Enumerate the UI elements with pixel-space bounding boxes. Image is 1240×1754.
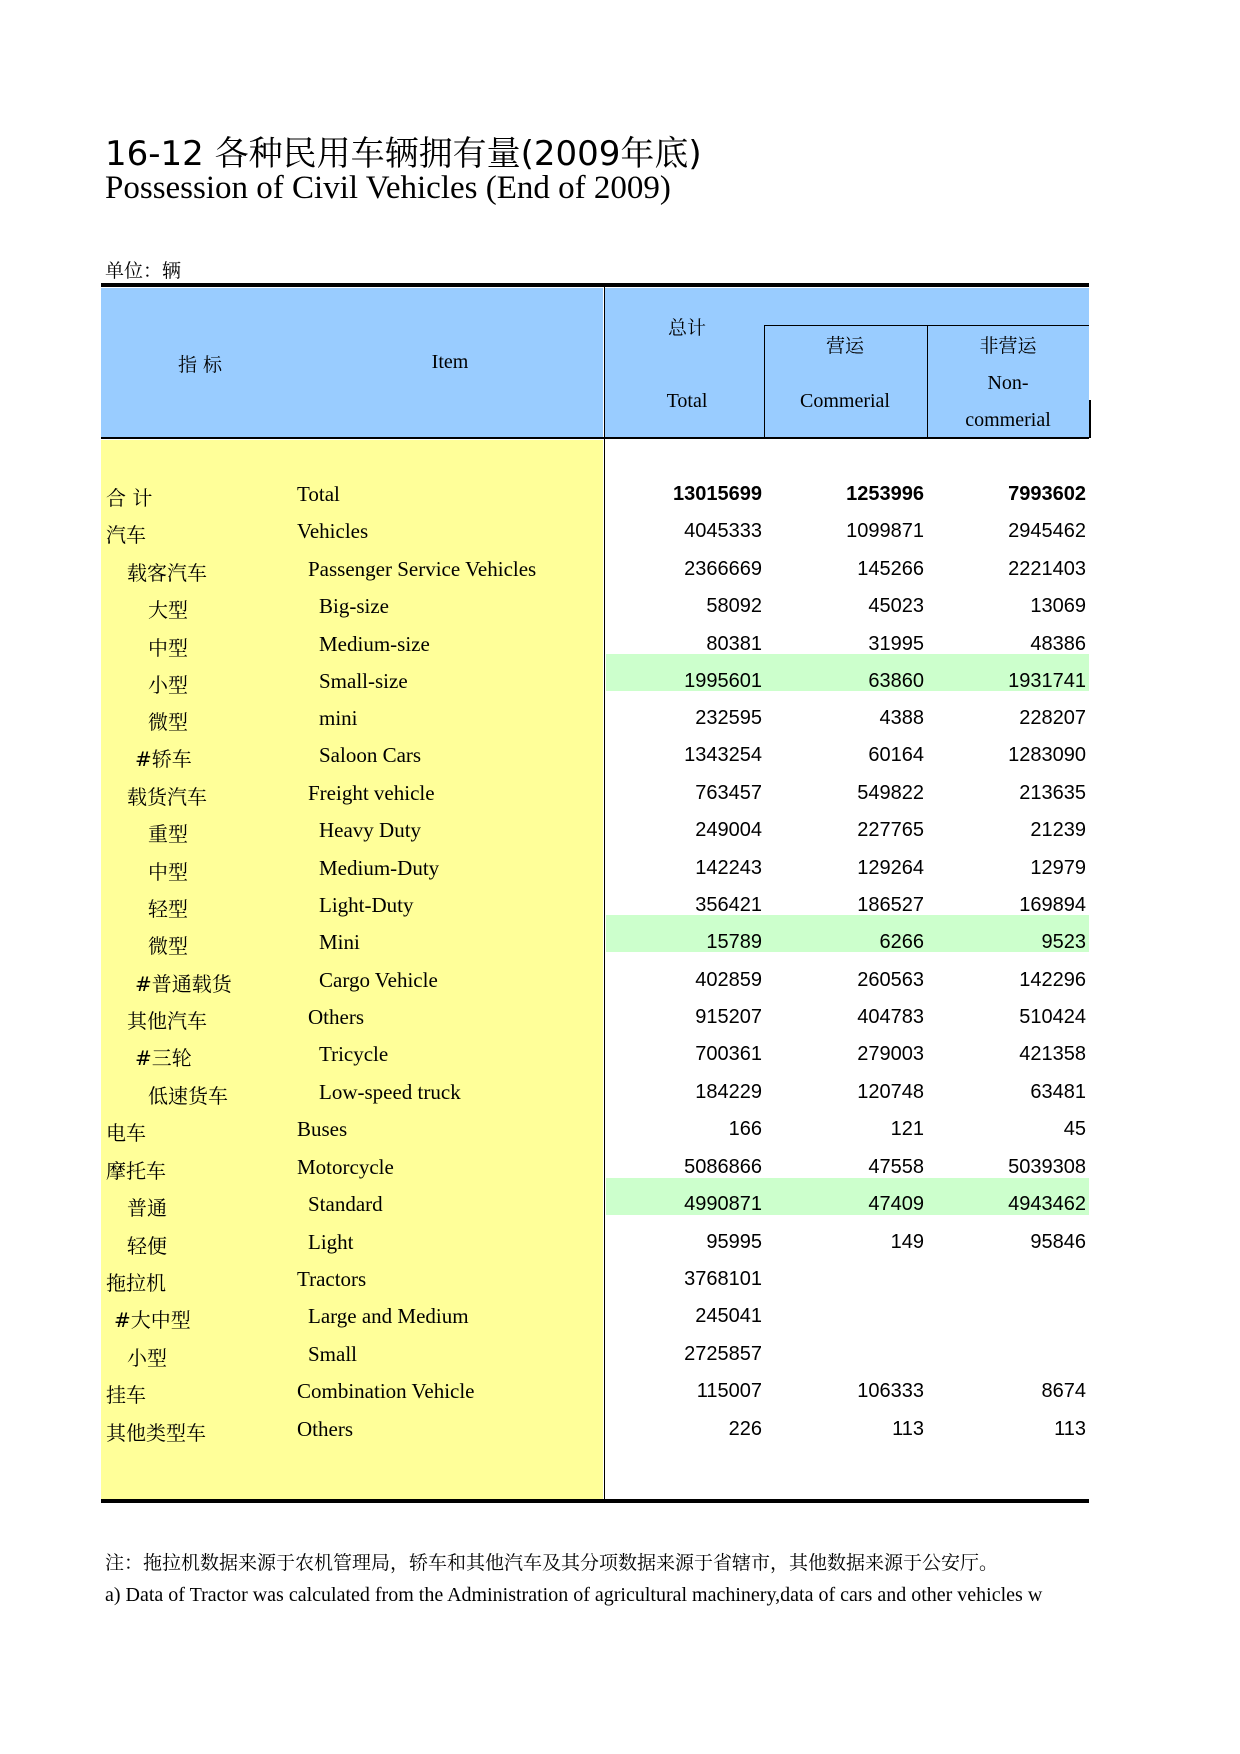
cell-commercial: 6266 (879, 931, 924, 953)
cell-total: 356421 (695, 894, 762, 916)
row-label-cn: 拖拉机 (106, 1271, 166, 1295)
cell-noncommercial: 9523 (1041, 931, 1086, 953)
row-label-en: Light-Duty (319, 893, 414, 917)
cell-total: 2366669 (684, 558, 762, 580)
row-label-en: Medium-Duty (319, 856, 440, 880)
row-label-en: Small (308, 1342, 358, 1366)
cell-commercial: 4388 (879, 707, 924, 729)
table-row (0, 1336, 1240, 1373)
table-row (0, 1261, 1240, 1298)
cell-total: 184229 (695, 1081, 762, 1103)
cell-total: 5086866 (684, 1156, 762, 1178)
cell-total: 58092 (706, 595, 762, 617)
row-label-en: Big-size (319, 594, 389, 618)
cell-noncommercial: 510424 (1019, 1006, 1086, 1028)
table-row (0, 812, 1240, 849)
row-label-cn: 低速货车 (148, 1084, 228, 1108)
cell-commercial: 227765 (857, 819, 924, 841)
cell-noncommercial: 1283090 (1008, 744, 1086, 766)
cell-total: 2725857 (684, 1343, 762, 1365)
page-title-en: Possession of Civil Vehicles (End of 2009) (105, 170, 671, 206)
cell-total: 95995 (706, 1231, 762, 1253)
row-label-en: Others (297, 1417, 353, 1441)
row-label-en: Buses (297, 1117, 348, 1141)
cell-total: 1343254 (684, 744, 762, 766)
cell-commercial: 45023 (868, 595, 924, 617)
cell-noncommercial: 2945462 (1008, 520, 1086, 542)
subheader-divider-1 (764, 325, 765, 438)
header-noncommercial-en-2: commerial (965, 409, 1051, 431)
cell-commercial: 404783 (857, 1006, 924, 1028)
table-row (0, 1074, 1240, 1111)
row-label-en: Motorcycle (297, 1155, 394, 1179)
row-label-en: Small-size (319, 669, 408, 693)
table-row (0, 737, 1240, 774)
row-label-cn: 普通 (127, 1196, 167, 1220)
table-row (0, 551, 1240, 588)
cell-noncommercial: 4943462 (1008, 1193, 1086, 1215)
row-label-en: Others (308, 1005, 364, 1029)
row-label-cn: #轿车 (135, 747, 192, 771)
cell-total: 232595 (695, 707, 762, 729)
table-row (0, 1186, 1240, 1223)
cell-noncommercial: 48386 (1030, 633, 1086, 655)
cell-commercial: 129264 (857, 857, 924, 879)
header-noncommercial-cn: 非营运 (979, 335, 1037, 357)
row-label-en: Light (308, 1230, 354, 1254)
cell-commercial: 1253996 (846, 483, 924, 505)
row-label-en: Tractors (297, 1267, 367, 1291)
table-row (0, 924, 1240, 961)
table-row (0, 626, 1240, 663)
cell-noncommercial: 12979 (1030, 857, 1086, 879)
row-label-en: Passenger Service Vehicles (308, 557, 537, 581)
table-bottom-border (101, 1499, 1089, 1503)
cell-commercial: 60164 (868, 744, 924, 766)
cell-total: 226 (728, 1418, 762, 1440)
table-row (0, 1036, 1240, 1073)
table-row (0, 962, 1240, 999)
row-label-cn: 重型 (148, 822, 188, 846)
row-label-cn: 合 计 (106, 486, 153, 510)
table-row (0, 887, 1240, 924)
row-label-en: Large and Medium (308, 1304, 469, 1328)
cell-noncommercial: 21239 (1030, 819, 1086, 841)
cell-total: 13015699 (673, 483, 762, 505)
cell-noncommercial: 228207 (1019, 707, 1086, 729)
cell-total: 915207 (695, 1006, 762, 1028)
row-label-cn: 其他类型车 (106, 1421, 206, 1445)
cell-commercial: 120748 (857, 1081, 924, 1103)
table-row (0, 588, 1240, 625)
row-label-cn: 轻型 (148, 897, 188, 921)
cell-total: 402859 (695, 969, 762, 991)
page-title-cn: 16-12 各种民用车辆拥有量(2009年底) (105, 134, 702, 174)
cell-commercial: 145266 (857, 558, 924, 580)
row-label-en: Tricycle (319, 1042, 389, 1066)
row-label-en: Heavy Duty (319, 818, 422, 842)
table-row (0, 663, 1240, 700)
row-label-en: mini (319, 706, 358, 730)
table-top-border (101, 283, 1089, 287)
table-row (0, 700, 1240, 737)
table-row (0, 1373, 1240, 1410)
row-label-cn: 中型 (148, 636, 188, 660)
cell-commercial: 113 (892, 1418, 924, 1440)
cell-total: 1995601 (684, 670, 762, 692)
row-label-en: Cargo Vehicle (319, 968, 438, 992)
header-commercial-en: Commerial (800, 390, 890, 412)
row-label-cn: 汽车 (106, 523, 146, 547)
subheader-divider-2 (927, 325, 928, 438)
row-label-cn: 微型 (148, 710, 188, 734)
subheader-right-edge (1089, 400, 1091, 438)
header-bottom-border (101, 437, 1089, 439)
table-row (0, 513, 1240, 550)
row-label-cn: 中型 (148, 860, 188, 884)
cell-total: 15789 (706, 931, 762, 953)
cell-noncommercial: 45 (1063, 1118, 1086, 1140)
cell-commercial: 121 (890, 1118, 924, 1140)
row-label-cn: 小型 (148, 673, 188, 697)
row-label-cn: 摩托车 (106, 1159, 166, 1183)
cell-noncommercial: 63481 (1030, 1081, 1086, 1103)
cell-total: 4045333 (684, 520, 762, 542)
cell-total: 4990871 (684, 1193, 762, 1215)
cell-noncommercial: 213635 (1019, 782, 1086, 804)
row-label-en: Combination Vehicle (297, 1379, 475, 1403)
table-row (0, 476, 1240, 513)
cell-total: 249004 (695, 819, 762, 841)
table-row (0, 1224, 1240, 1261)
header-noncommercial-en-1: Non- (987, 372, 1029, 394)
header-total-en: Total (666, 390, 708, 412)
row-label-cn: 载货汽车 (127, 785, 207, 809)
row-label-cn: 大型 (148, 598, 188, 622)
table-row (0, 850, 1240, 887)
row-label-en: Medium-size (319, 632, 430, 656)
row-label-cn: 电车 (106, 1121, 146, 1145)
cell-noncommercial: 1931741 (1008, 670, 1086, 692)
cell-total: 166 (728, 1118, 762, 1140)
cell-noncommercial: 169894 (1019, 894, 1086, 916)
cell-total: 115007 (696, 1380, 762, 1402)
table-row (0, 1149, 1240, 1186)
cell-noncommercial: 13069 (1030, 595, 1086, 617)
table-row (0, 1411, 1240, 1448)
cell-noncommercial: 5039308 (1008, 1156, 1086, 1178)
row-label-cn: 轻便 (127, 1234, 167, 1258)
cell-commercial: 47558 (868, 1156, 924, 1178)
table-row (0, 999, 1240, 1036)
cell-total: 245041 (695, 1305, 762, 1327)
cell-noncommercial: 142296 (1019, 969, 1086, 991)
cell-noncommercial: 421358 (1019, 1043, 1086, 1065)
cell-commercial: 47409 (868, 1193, 924, 1215)
cell-commercial: 260563 (857, 969, 924, 991)
cell-commercial: 31995 (868, 633, 924, 655)
row-label-cn: 载客汽车 (127, 561, 207, 585)
unit-label: 单位：辆 (105, 260, 182, 282)
cell-total: 80381 (706, 633, 762, 655)
cell-noncommercial: 8674 (1041, 1380, 1086, 1402)
cell-noncommercial: 2221403 (1008, 558, 1086, 580)
cell-total: 700361 (695, 1043, 762, 1065)
row-label-cn: 挂车 (106, 1383, 146, 1407)
row-label-cn: #大中型 (114, 1308, 191, 1332)
cell-noncommercial: 113 (1054, 1418, 1086, 1440)
cell-total: 3768101 (684, 1268, 762, 1290)
row-label-en: Mini (319, 930, 360, 954)
header-commercial-cn: 营运 (825, 335, 864, 357)
cell-commercial: 1099871 (846, 520, 924, 542)
row-label-cn: 其他汽车 (127, 1009, 207, 1033)
header-item-en: Item (431, 351, 469, 373)
row-label-cn: #三轮 (135, 1046, 192, 1070)
row-label-en: Saloon Cars (319, 743, 422, 767)
row-label-cn: 微型 (148, 934, 188, 958)
row-label-cn: #普通载货 (135, 972, 232, 996)
cell-commercial: 186527 (857, 894, 924, 916)
table-row (0, 775, 1240, 812)
row-label-en: Low-speed truck (319, 1080, 461, 1104)
row-label-en: Standard (308, 1192, 383, 1216)
table-row (0, 1111, 1240, 1148)
footnote-cn: 注：拖拉机数据来源于农机管理局，轿车和其他汽车及其分项数据来源于省辖市，其他数据来源于公安厅。 (105, 1552, 999, 1574)
cell-commercial: 106333 (857, 1380, 924, 1402)
cell-commercial: 549822 (857, 782, 924, 804)
header-total-cn: 总计 (667, 317, 706, 339)
header-indicator-cn: 指 标 (177, 354, 223, 376)
table-row (0, 1298, 1240, 1335)
cell-noncommercial: 7993602 (1008, 483, 1086, 505)
row-label-en: Freight vehicle (308, 781, 435, 805)
cell-total: 142243 (695, 857, 762, 879)
cell-total: 763457 (695, 782, 762, 804)
cell-commercial: 149 (890, 1231, 924, 1253)
row-label-cn: 小型 (127, 1346, 167, 1370)
cell-commercial: 63860 (868, 670, 924, 692)
cell-noncommercial: 95846 (1030, 1231, 1086, 1253)
footnote-en: a) Data of Tractor was calculated from the Administration of agricultural machinery,data of cars and other vehicles w (105, 1584, 1043, 1606)
cell-commercial: 279003 (857, 1043, 924, 1065)
row-label-en: Total (297, 482, 340, 506)
row-label-en: Vehicles (297, 519, 369, 543)
